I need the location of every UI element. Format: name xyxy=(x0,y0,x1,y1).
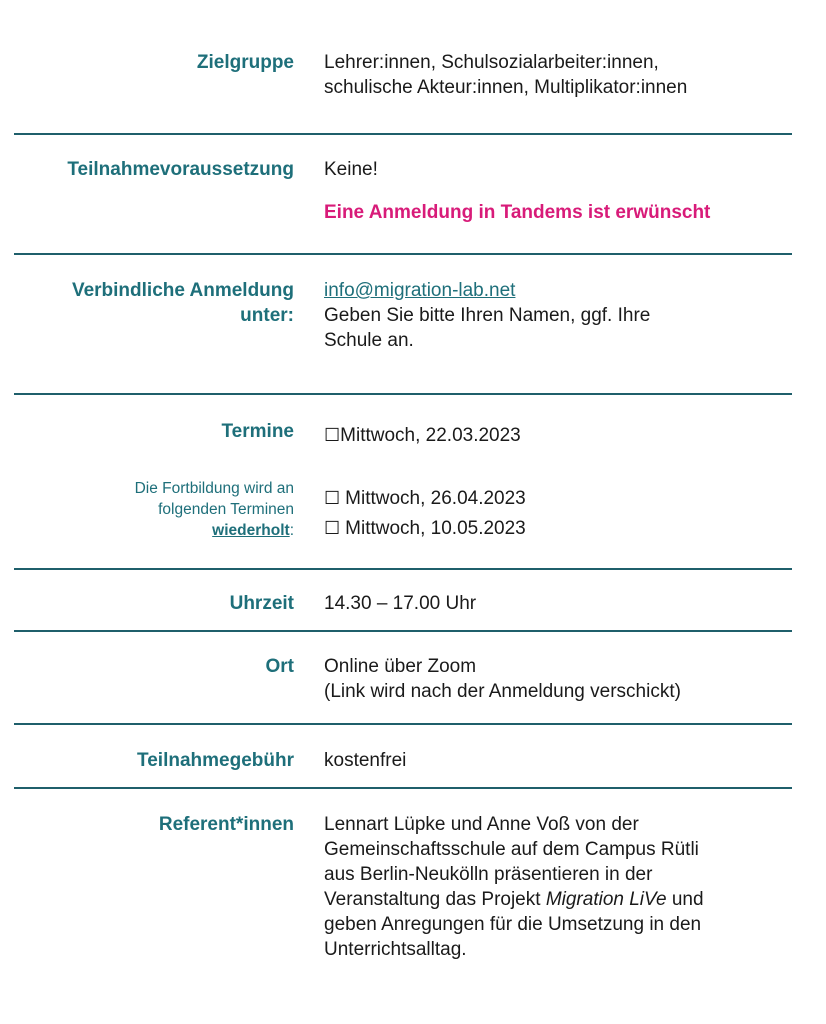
date-2: Mittwoch, 26.04.2023 xyxy=(345,488,526,509)
anmeldung-line-1: Geben Sie bitte Ihren Namen, ggf. Ihre xyxy=(324,305,651,326)
ort-value xyxy=(324,654,794,704)
referent-line-1: Lennart Lüpke und Anne Voß von der xyxy=(324,814,639,835)
referent-label: Referent*innen xyxy=(158,814,294,835)
checkbox-icon[interactable]: ☐ xyxy=(324,488,346,508)
ort-line-2: (Link wird nach der Anmeldung verschickt) xyxy=(324,681,681,702)
repeat-note-emph: wiederholt xyxy=(212,522,290,539)
referent-line-5: geben Anregungen für die Umsetzung in den xyxy=(324,914,702,935)
zielgruppe-value xyxy=(324,50,794,100)
divider xyxy=(14,568,792,570)
anmeldung-label xyxy=(72,278,294,328)
divider xyxy=(14,787,792,789)
uhrzeit-value: 14.30 – 17.00 Uhr xyxy=(324,593,477,614)
anmeldung-label-line-2: unter: xyxy=(240,305,294,326)
anmeldung-value xyxy=(324,278,794,353)
divider xyxy=(14,253,792,255)
divider xyxy=(14,630,792,632)
zielgruppe-line-2: schulische Akteur:innen, Multiplikator:innen xyxy=(324,77,688,98)
referent-text xyxy=(324,812,794,962)
referent-line-4 xyxy=(324,887,794,912)
date-list xyxy=(324,486,794,541)
termine-label: Termine xyxy=(221,421,294,442)
referent-line-4-post: und xyxy=(666,889,704,910)
divider xyxy=(14,723,792,725)
referent-line-3: aus Berlin-Neukölln präsentieren in der xyxy=(324,864,653,885)
referent-line-2: Gemeinschaftsschule auf dem Campus Rütli xyxy=(324,839,699,860)
checkbox-icon[interactable]: ☐ xyxy=(324,425,341,445)
repeat-note-line-1: Die Fortbildung wird an xyxy=(134,480,294,497)
date-3: Mittwoch, 10.05.2023 xyxy=(345,518,526,539)
email-link[interactable]: info@migration-lab.net xyxy=(324,280,516,301)
divider xyxy=(14,393,792,395)
checkbox-icon[interactable]: ☐ xyxy=(324,518,346,538)
tandem-note: Eine Anmeldung in Tandems ist erwünscht xyxy=(324,202,711,223)
ort-line-1: Online über Zoom xyxy=(324,656,477,677)
repeat-note-line-2: folgenden Terminen xyxy=(158,501,294,518)
referent-line-6: Unterrichtsalltag. xyxy=(324,939,467,960)
anmeldung-label-line-1: Verbindliche Anmeldung xyxy=(71,280,294,301)
referent-line-4-pre: Veranstaltung das Projekt xyxy=(324,889,546,910)
date-1: Mittwoch, 22.03.2023 xyxy=(340,425,521,446)
uhrzeit-label: Uhrzeit xyxy=(229,593,294,614)
ort-label: Ort xyxy=(265,656,294,677)
gebuehr-value: kostenfrei xyxy=(324,750,407,771)
gebuehr-label: Teilnahmegebühr xyxy=(137,750,294,771)
zielgruppe-label: Zielgruppe xyxy=(196,52,294,73)
project-name: Migration LiVe xyxy=(545,889,667,910)
zielgruppe-line-1: Lehrer:innen, Schulsozialarbeiter:innen, xyxy=(324,52,659,73)
date-row-1 xyxy=(324,423,794,448)
teilnahme-value: Keine! xyxy=(324,159,378,180)
repeat-note xyxy=(135,478,294,541)
divider xyxy=(14,133,792,135)
anmeldung-line-2: Schule an. xyxy=(324,330,414,351)
repeat-note-colon: : xyxy=(289,522,294,539)
teilnahme-label: Teilnahmevoraussetzung xyxy=(67,159,294,180)
